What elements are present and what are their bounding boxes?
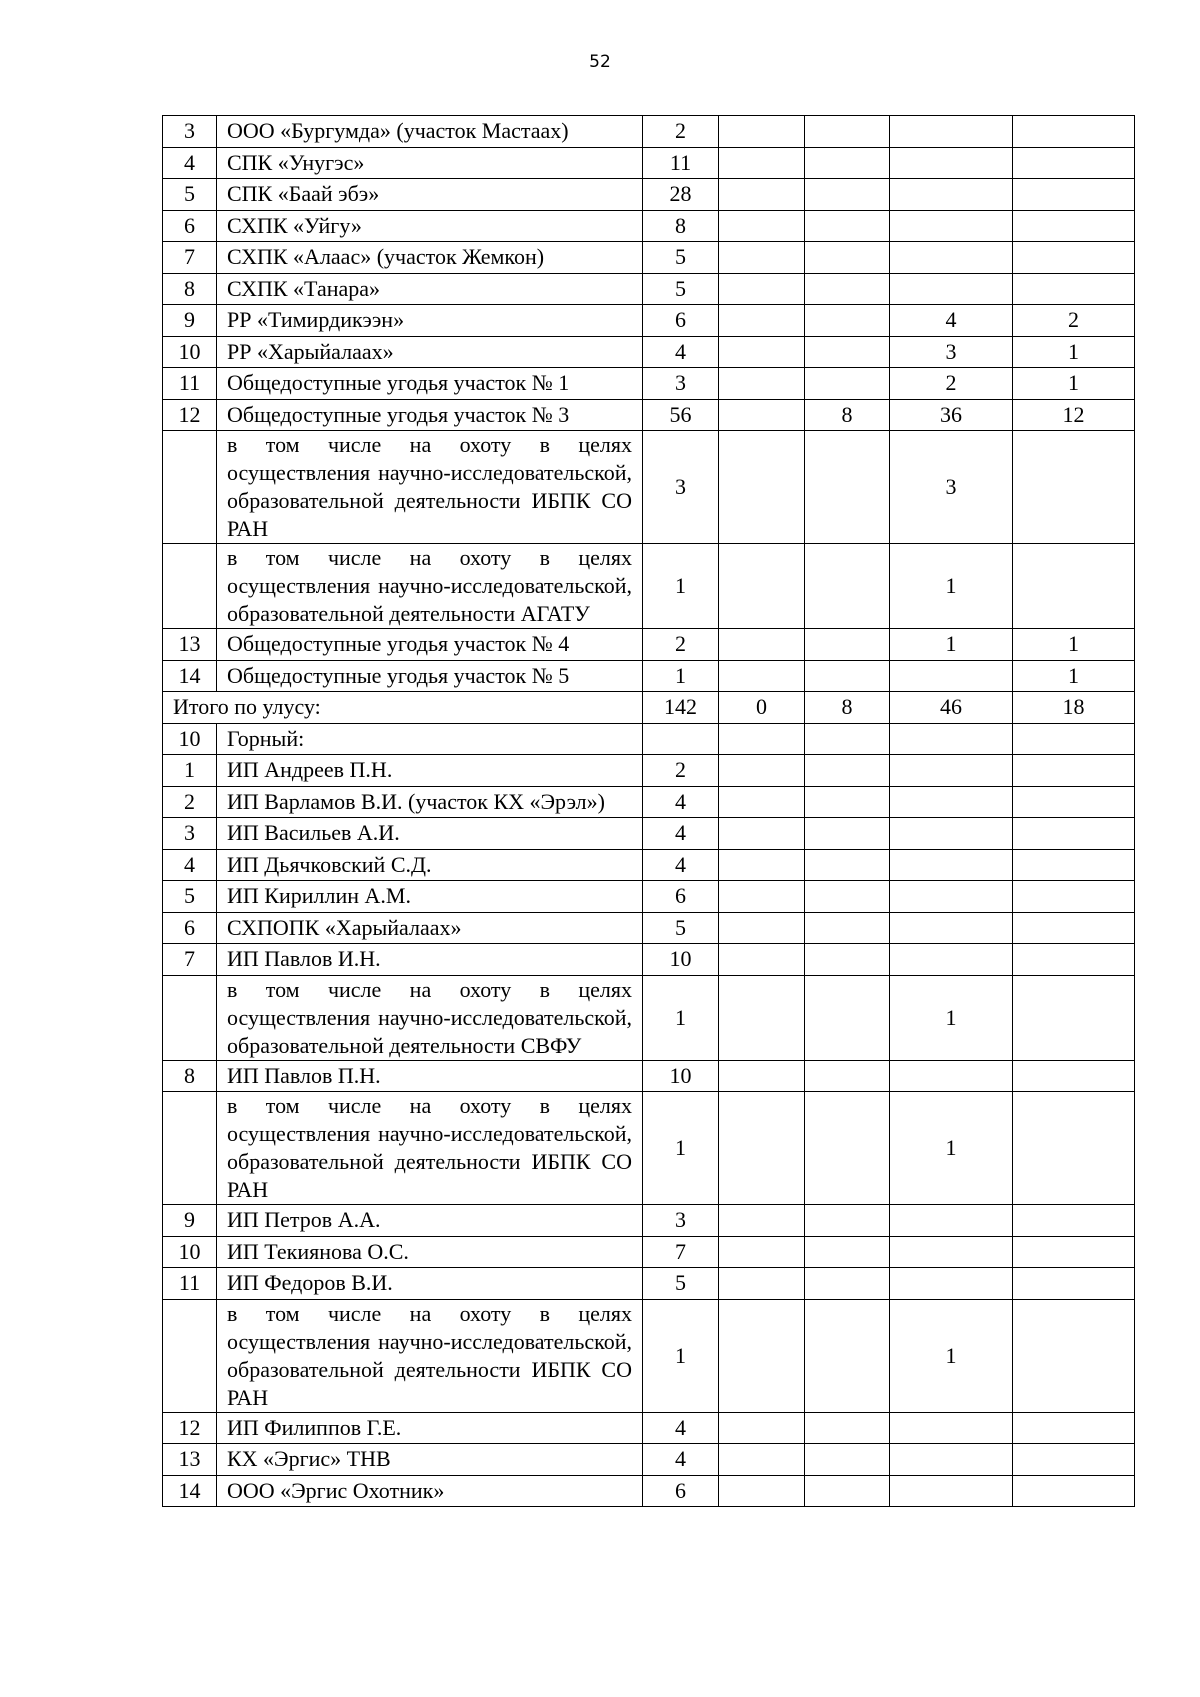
row-number: 8 [163,1060,217,1092]
row-value: 5 [643,1268,719,1300]
row-value [890,179,1013,211]
row-value [890,881,1013,913]
row-value [890,660,1013,692]
row-value: 3 [643,1205,719,1237]
row-number: 10 [163,336,217,368]
row-name: СПК «Унугэс» [217,147,643,179]
row-value: 28 [643,179,719,211]
total-cell: 18 [1013,692,1135,724]
row-value: 2 [890,368,1013,400]
row-value [805,660,890,692]
table-row [163,1444,1135,1476]
row-value [719,1412,805,1444]
table-row [163,660,1135,692]
row-number: 5 [163,179,217,211]
row-name: в том числе на охоту в целях осуществления научно-исследовательской, образовательной деятельности СВФУ [217,975,643,1060]
row-value [890,1475,1013,1507]
row-value [1013,786,1135,818]
table-row [163,179,1135,211]
row-value: 2 [643,116,719,148]
row-name: Общедоступные угодья участок № 3 [217,399,643,431]
row-value [643,723,719,755]
row-value [1013,849,1135,881]
row-value [805,210,890,242]
row-value [1013,1412,1135,1444]
row-value [1013,210,1135,242]
row-value [890,755,1013,787]
row-value [805,629,890,661]
row-name: в том числе на охоту в целях осуществления научно-исследовательской, образовательной деятельности ИБПК СО РАН [217,1092,643,1205]
row-value [719,660,805,692]
row-name: ИП Кириллин А.М. [217,881,643,913]
row-number: 3 [163,818,217,850]
row-value [1013,1092,1135,1205]
table-row [163,147,1135,179]
row-value [1013,147,1135,179]
row-value [719,1092,805,1205]
row-value [719,786,805,818]
row-value: 4 [643,1412,719,1444]
row-value [890,912,1013,944]
table-row [163,1412,1135,1444]
row-value [719,975,805,1060]
row-value [1013,912,1135,944]
row-value: 8 [805,399,890,431]
row-value [805,1299,890,1412]
row-value: 1 [890,544,1013,629]
row-value [719,273,805,305]
row-value [719,818,805,850]
row-value [1013,1299,1135,1412]
table-row [163,881,1135,913]
row-value [719,368,805,400]
row-value [719,1268,805,1300]
table-row [163,210,1135,242]
row-value [805,242,890,274]
row-value: 36 [890,399,1013,431]
row-value [1013,1444,1135,1476]
row-name: ИП Васильев А.И. [217,818,643,850]
sub-row [163,786,1135,818]
total-cell: 46 [890,692,1013,724]
row-value [1013,1205,1135,1237]
table-row [163,849,1135,881]
row-value [805,755,890,787]
row-value: 1 [643,1092,719,1205]
row-value [890,242,1013,274]
row-value [719,849,805,881]
row-value [805,818,890,850]
row-value [805,1060,890,1092]
table-row [163,336,1135,368]
row-value [805,1092,890,1205]
row-number [163,1092,217,1205]
row-value [890,818,1013,850]
row-value: 1 [1013,368,1135,400]
row-value: 2 [643,629,719,661]
row-value [1013,242,1135,274]
row-value: 1 [1013,336,1135,368]
row-value [805,1268,890,1300]
row-name: Общедоступные угодья участок № 4 [217,629,643,661]
row-value [890,147,1013,179]
row-value: 1 [643,975,719,1060]
row-value [805,849,890,881]
row-value: 3 [643,368,719,400]
row-value [805,786,890,818]
row-name: Общедоступные угодья участок № 5 [217,660,643,692]
row-value [719,147,805,179]
row-value [719,629,805,661]
row-number: 12 [163,1412,217,1444]
row-value [719,336,805,368]
row-value [805,1236,890,1268]
row-value [719,431,805,544]
row-name: в том числе на охоту в целях осуществления научно-исследовательской, образовательной деятельности ИБПК СО РАН [217,431,643,544]
row-value [719,1475,805,1507]
row-value [805,336,890,368]
row-name: ИП Петров А.А. [217,1205,643,1237]
row-value [805,544,890,629]
row-value [805,723,890,755]
row-value [890,273,1013,305]
row-value: 6 [643,1475,719,1507]
row-value [805,116,890,148]
row-value [719,1205,805,1237]
row-number: 13 [163,629,217,661]
row-number: 11 [163,1268,217,1300]
row-name: ИП Текиянова О.С. [217,1236,643,1268]
row-value [805,1205,890,1237]
row-value [890,1444,1013,1476]
row-value: 1 [643,1299,719,1412]
row-value [890,786,1013,818]
table-row [163,944,1135,976]
row-value [1013,755,1135,787]
row-value: 1 [890,629,1013,661]
total-cell: 8 [805,692,890,724]
row-value [1013,944,1135,976]
row-name: ИП Филиппов Г.Е. [217,1412,643,1444]
total-row [163,692,1135,724]
row-value [719,912,805,944]
sub-row [163,544,1135,629]
row-number: 5 [163,881,217,913]
row-name: ООО «Эргис Охотник» [217,1475,643,1507]
row-value [1013,818,1135,850]
row-value [805,975,890,1060]
sub-row [163,1092,1135,1205]
sub-row [163,1299,1135,1412]
row-name: СПК «Баай эбэ» [217,179,643,211]
row-value: 4 [643,818,719,850]
row-number: 13 [163,1444,217,1476]
row-value [890,723,1013,755]
row-name: ИП Павлов И.Н. [217,944,643,976]
table-row [163,1475,1135,1507]
row-value [805,368,890,400]
row-value [719,210,805,242]
row-name: СХПК «Уйгу» [217,210,643,242]
row-value [805,147,890,179]
row-value [719,1060,805,1092]
row-value [719,723,805,755]
table-row [163,1268,1135,1300]
row-number: 1 [163,755,217,787]
row-value [1013,273,1135,305]
row-value: 7 [643,1236,719,1268]
table-row [163,755,1135,787]
row-value: 3 [643,431,719,544]
row-value [719,944,805,976]
sub-row [163,975,1135,1060]
row-value: 12 [1013,399,1135,431]
row-value [1013,116,1135,148]
row-name: ИП Павлов П.Н. [217,1060,643,1092]
row-value [1013,544,1135,629]
table-row [163,273,1135,305]
row-value: 10 [643,944,719,976]
table-row [163,723,1135,755]
row-name: СХПК «Танара» [217,273,643,305]
table-row [163,912,1135,944]
table-row [163,305,1135,337]
row-value [805,431,890,544]
row-value [805,912,890,944]
table-row [163,1205,1135,1237]
row-number: 14 [163,660,217,692]
row-value [890,1205,1013,1237]
row-value [719,179,805,211]
row-value [719,305,805,337]
row-name: Общедоступные угодья участок № 1 [217,368,643,400]
row-value [719,544,805,629]
row-name: ООО «Бургумда» (участок Мастаах) [217,116,643,148]
row-value [719,881,805,913]
row-value: 5 [643,912,719,944]
hunting-quota-table [162,115,1135,1507]
total-cell: 0 [719,692,805,724]
row-value [805,273,890,305]
row-value: 4 [643,849,719,881]
row-value [805,305,890,337]
row-value [719,242,805,274]
row-name: СХПК «Алаас» (участок Жемкон) [217,242,643,274]
row-value: 1 [890,1299,1013,1412]
row-value: 5 [643,242,719,274]
page-number: 52 [589,52,611,72]
row-number: 3 [163,116,217,148]
row-name: ИП Андреев П.Н. [217,755,643,787]
row-value [805,1475,890,1507]
row-value [1013,431,1135,544]
row-value [805,179,890,211]
row-value [719,1444,805,1476]
row-number: 4 [163,147,217,179]
row-number: 7 [163,944,217,976]
row-number: 10 [163,1236,217,1268]
table-row [163,1236,1135,1268]
row-value: 3 [890,431,1013,544]
row-value: 1 [1013,629,1135,661]
row-number: 9 [163,1205,217,1237]
row-name: СХПОПК «Харыйалаах» [217,912,643,944]
row-name: в том числе на охоту в целях осуществления научно-исследовательской, образовательной деятельности АГАТУ [217,544,643,629]
row-value [1013,881,1135,913]
row-value [719,1236,805,1268]
row-value: 10 [643,1060,719,1092]
row-value [805,944,890,976]
row-number [163,1299,217,1412]
row-value [805,1412,890,1444]
row-value [890,849,1013,881]
row-number [163,431,217,544]
row-value [1013,1060,1135,1092]
row-number: 6 [163,912,217,944]
row-value: 56 [643,399,719,431]
row-value: 4 [643,786,719,818]
row-value: 5 [643,273,719,305]
row-number [163,975,217,1060]
sub-row [163,431,1135,544]
row-number: 14 [163,1475,217,1507]
row-value [1013,975,1135,1060]
row-value: 1 [643,660,719,692]
row-value: 1 [1013,660,1135,692]
row-value [890,210,1013,242]
table-row [163,399,1135,431]
row-number: 11 [163,368,217,400]
row-value: 4 [643,336,719,368]
row-number: 4 [163,849,217,881]
row-number [163,544,217,629]
row-value [890,116,1013,148]
total-label: Итого по улусу: [163,692,643,724]
row-value: 3 [890,336,1013,368]
row-value [805,881,890,913]
row-value [890,1268,1013,1300]
row-value: 6 [643,305,719,337]
row-name: ИП Федоров В.И. [217,1268,643,1300]
row-value [890,944,1013,976]
row-value [890,1236,1013,1268]
row-number: 12 [163,399,217,431]
row-value [719,1299,805,1412]
row-value [1013,723,1135,755]
row-value [890,1060,1013,1092]
table-row [163,629,1135,661]
row-value: 4 [890,305,1013,337]
row-number: 10 [163,723,217,755]
row-value [719,399,805,431]
row-value: 2 [643,755,719,787]
row-value: 1 [890,975,1013,1060]
row-value [719,755,805,787]
row-name: ИП Варламов В.И. (участок КХ «Эрэл») [217,786,643,818]
row-value [890,1412,1013,1444]
row-value: 6 [643,881,719,913]
table-row [163,818,1135,850]
table-row [163,1060,1135,1092]
row-name: КХ «Эргис» ТНВ [217,1444,643,1476]
row-name: Горный: [217,723,643,755]
row-value [719,116,805,148]
row-number: 9 [163,305,217,337]
table-row [163,242,1135,274]
row-value: 4 [643,1444,719,1476]
row-number: 7 [163,242,217,274]
row-value [1013,1236,1135,1268]
row-name: РР «Тимирдикээн» [217,305,643,337]
row-name: РР «Харыйалаах» [217,336,643,368]
row-name: ИП Дьячковский С.Д. [217,849,643,881]
row-value: 2 [1013,305,1135,337]
row-value: 11 [643,147,719,179]
row-value: 1 [643,544,719,629]
row-value: 8 [643,210,719,242]
row-number: 2 [163,786,217,818]
row-value [1013,1475,1135,1507]
row-number: 8 [163,273,217,305]
total-cell: 142 [643,692,719,724]
row-value [1013,1268,1135,1300]
table-row [163,116,1135,148]
row-number: 6 [163,210,217,242]
row-value [1013,179,1135,211]
table-row [163,368,1135,400]
row-name: в том числе на охоту в целях осуществления научно-исследовательской, образовательной деятельности ИБПК СО РАН [217,1299,643,1412]
row-value [805,1444,890,1476]
row-value: 1 [890,1092,1013,1205]
